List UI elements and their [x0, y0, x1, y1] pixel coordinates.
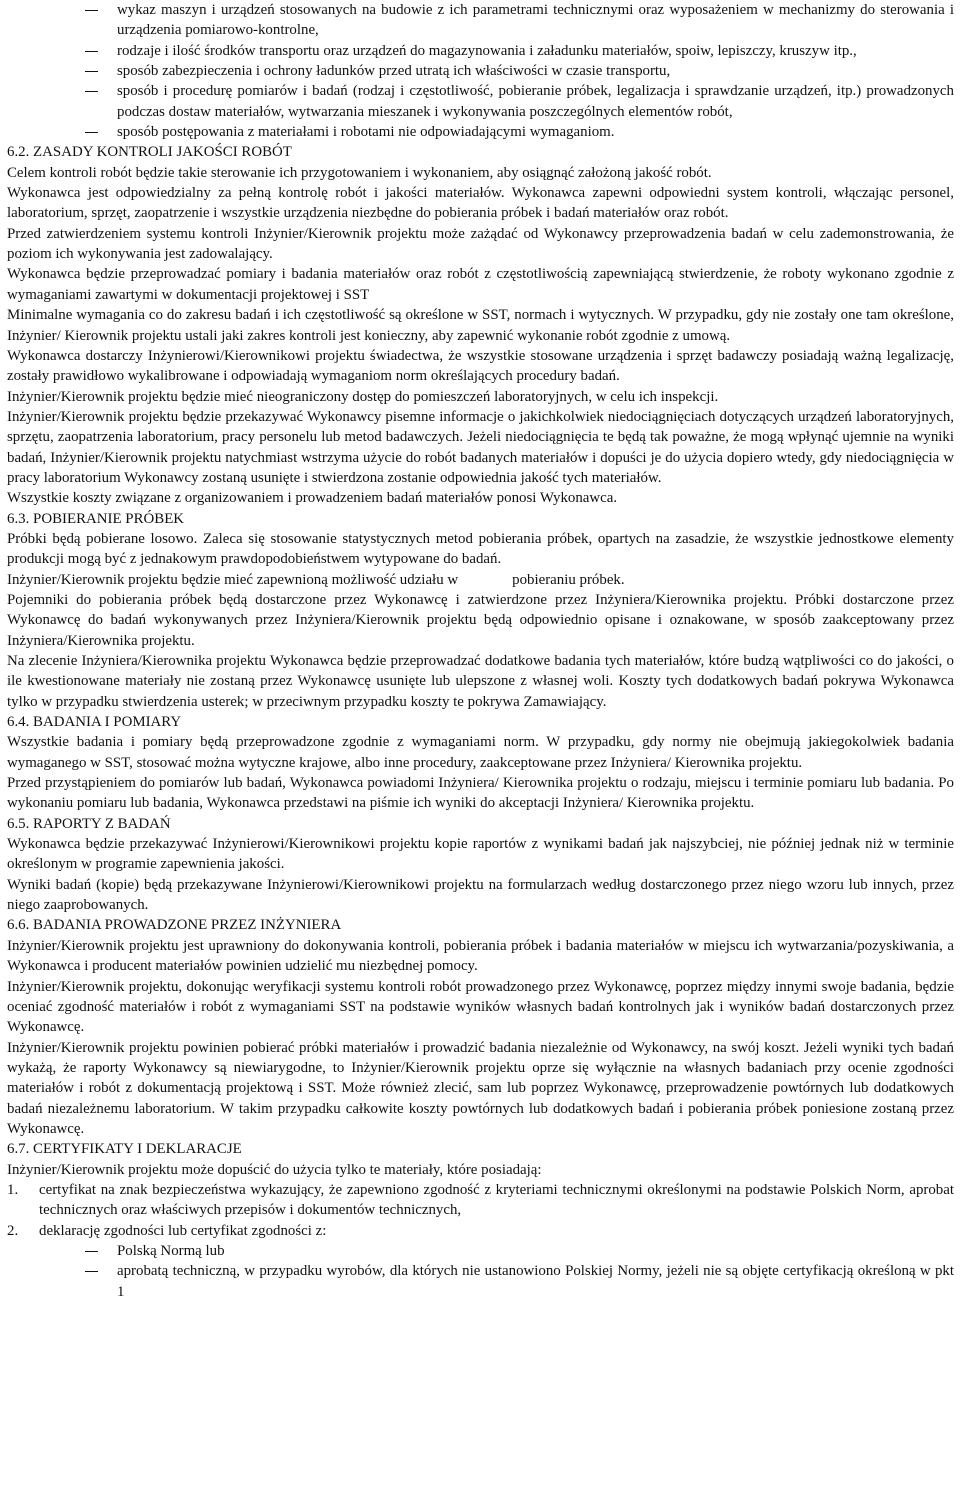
- item-number: 2.: [7, 1222, 19, 1239]
- section-heading-6-7: 6.7. CERTYFIKATY I DEKLARACJE: [7, 1141, 242, 1158]
- list-item: wykaz maszyn i urządzeń stosowanych na budowie z ich parametrami technicznymi oraz wyposażeniem w mechanizmy do sterowania i urządzenia pomiarowo-kontrolne,: [7, 0, 954, 41]
- paragraph: Wykonawca jest odpowiedzialny za pełną kontrolę robót i jakości materiałów. Wykonawca zapewni odpowiedni system kontroli, włączając personel, laboratorium, sprzęt, zaopatrzenie i wszystkie urządzenia niezbędne do pobierania próbek i badań materiałów oraz robót.: [7, 185, 954, 222]
- list-item: sposób postępowania z materiałami i robotami nie odpowiadającymi wymaganiom.: [7, 122, 954, 142]
- paragraph: Inżynier/Kierownik projektu może dopuścić do użycia tylko te materiały, które posiadają:: [7, 1161, 542, 1178]
- section-heading-6-3: 6.3. POBIERANIE PRÓBEK: [7, 510, 185, 527]
- list-item: sposób zabezpieczenia i ochrony ładunków przed utratą ich właściwości w czasie transportu,: [7, 61, 954, 81]
- list-item: Polską Normą lub: [7, 1241, 954, 1261]
- paragraph: [7, 570, 954, 590]
- paragraph: Przed przystąpieniem do pomiarów lub badań, Wykonawca powiadomi Inżyniera/ Kierownika projektu o rodzaju, miejscu i terminie pomiaru lub badania. Po wykonaniu pomiaru lub badania, Wykonawca przedstawi na piśmie ich wyniki do akceptacji Inżyniera/ Kierownika projektu.: [7, 775, 954, 812]
- paragraph: Wszystkie badania i pomiary będą przeprowadzone zgodnie z wymaganiami norm. W przypadku, gdy normy nie obejmują jakiegokolwiek badania wymaganego w SST, stosować można wytyczne krajowe, albo inne procedury, zaakceptowane przez Inżyniera/ Kierownika projektu.: [7, 734, 954, 771]
- paragraph: Inżynier/Kierownik projektu jest uprawniony do dokonywania kontroli, pobierania próbek i badania materiałów w miejscu ich wytwarzania/pozyskiwania, a Wykonawca i producent materiałów powinien udzielić mu niezbędnej pomocy.: [7, 937, 954, 975]
- paragraph-part: pobieraniu próbek.: [512, 571, 625, 588]
- item-number: 1.: [7, 1181, 19, 1198]
- numbered-item: [7, 1180, 954, 1221]
- paragraph: Wszystkie koszty związane z organizowaniem i prowadzeniem badań materiałów ponosi Wykonawca.: [7, 490, 618, 507]
- bullet-list-top: [7, 0, 954, 142]
- paragraph-part: Inżynier/Kierownik projektu będzie mieć zapewnioną możliwość udziału w: [7, 571, 459, 588]
- paragraph: Inżynier/Kierownik projektu, dokonując weryfikacji systemu kontroli robót prowadzonego przez Wykonawcę, poprzez między innymi swoje badania, będzie oceniać zgodność materiałów i robót z wymaganiami SST na podstawie wyników własnych badań kontrolnych jak i wyników badań dostarczonych przez Wykonawcę.: [7, 978, 954, 1036]
- paragraph: Wykonawca będzie przeprowadzać pomiary i badania materiałów oraz robót z częstotliwością zapewniającą stwierdzenie, że roboty wykonano zgodnie z wymaganiami zawartymi w dokumentacji projektowej i SST: [7, 266, 954, 303]
- item-text: certyfikat na znak bezpieczeństwa wykazujący, że zapewniono zgodność z kryteriami technicznymi określonymi na podstawie Polskich Norm, aprobat technicznych oraz właściwych przepisów i dokumentów technicznych,: [39, 1181, 954, 1219]
- paragraph: Inżynier/Kierownik projektu będzie przekazywać Wykonawcy pisemne informacje o jakichkolwiek niedociągnięciach dotyczących urządzeń laboratoryjnych, sprzętu, zaopatrzenia laboratorium, pracy personelu lub metod badawczych. Jeżeli niedociągnięcia te będą tak poważne, że mogą wpłynąć ujemnie na wyniki badań, Inżynier/Kierownik projektu natychmiast wstrzyma użycie do robót badanych materiałów i dopuści je do użycia dopiero wtedy, gdy niedociągnięcia w pracy laboratorium Wykonawcy zostaną usunięte i stwierdzona zostanie odpowiednia jakość tych materiałów.: [7, 408, 954, 486]
- section-heading-6-6: 6.6. BADANIA PROWADZONE PRZEZ INŻYNIERA: [7, 917, 342, 934]
- list-item: rodzaje i ilość środków transportu oraz urządzeń do magazynowania i załadunku materiałów, spoiw, lepiszczy, kruszyw itp.,: [7, 41, 954, 61]
- section-heading-6-5: 6.5. RAPORTY Z BADAŃ: [7, 815, 171, 832]
- paragraph: Pojemniki do pobierania próbek będą dostarczone przez Wykonawcę i zatwierdzone przez Inżyniera/Kierownika projektu. Próbki dostarczone przez Wykonawcę do badań wykonywanych przez Inżyniera/Kierownik projektu będą odpowiednio opisane i oznakowane, w sposób zaakceptowany przez Inżyniera/Kierownika projektu.: [7, 591, 954, 649]
- paragraph: Wyniki badań (kopie) będą przekazywane Inżynierowi/Kierownikowi projektu na formularzach według dostarczonego przez niego wzoru lub innych, przez niego zaaprobowanych.: [7, 876, 954, 914]
- section-heading-6-4: 6.4. BADANIA I POMIARY: [7, 714, 182, 731]
- paragraph: Inżynier/Kierownik projektu powinien pobierać próbki materiałów i prowadzić badania niezależnie od Wykonawcy, na swój koszt. Jeżeli wyniki tych badań wykażą, że raporty Wykonawcy są niewiarygodne, to Inżynier/Kierownik projektu oprze się wyłącznie na własnych badaniach przy ocenie zgodności materiałów i robót z dokumentacją projektową i SST. Może również zlecić, sam lub poprzez Wykonawcę, przeprowadzenie powtórnych lub dodatkowych badań niezależnemu laboratorium. W takim przypadku całkowite koszty powtórnych lub dodatkowych badań i pobierania próbek poniesione zostaną przez Wykonawcę.: [7, 1039, 954, 1137]
- bullet-list-sub: [7, 1241, 954, 1302]
- list-item: sposób i procedurę pomiarów i badań (rodzaj i częstotliwość, pobieranie próbek, legalizacja i sprawdzanie urządzeń, itp.) prowadzonych podczas dostaw materiałów, wytwarzania mieszanek i wykonywania poszczególnych elementów robót,: [7, 81, 954, 122]
- paragraph: Przed zatwierdzeniem systemu kontroli Inżynier/Kierownik projektu może zażądać od Wykonawcy przeprowadzenia badań w celu zademonstrowania, że poziom ich wykonywania jest zadowalający.: [7, 225, 954, 263]
- paragraph: Wykonawca dostarczy Inżynierowi/Kierownikowi projektu świadectwa, że wszystkie stosowane urządzenia i sprzęt badawczy posiadają ważną legalizację, zostały prawidłowo wykalibrowane i odpowiadają wymaganiom norm określających procedury badań.: [7, 347, 954, 385]
- numbered-item: [7, 1221, 954, 1241]
- paragraph: Minimalne wymagania co do zakresu badań i ich częstotliwość są określone w SST, normach i wytycznych. W przypadku, gdy nie zostały one tam określone, Inżynier/ Kierownik projektu ustali jaki zakres kontroli jest konieczny, aby zapewnić wykonanie robót zgodnie z umową.: [7, 307, 954, 344]
- paragraph: Próbki będą pobierane losowo. Zaleca się stosowanie statystycznych metod pobierania próbek, opartych na zasadzie, że wszystkie jednostkowe elementy produkcji mogą być z jednakowym prawdopodobieństwem wytypowane do badań.: [7, 530, 954, 568]
- section-heading-6-2: 6.2. ZASADY KONTROLI JAKOŚCI ROBÓT: [7, 144, 292, 161]
- paragraph: Celem kontroli robót będzie takie sterowanie ich przygotowaniem i wykonaniem, aby osiągnąć założoną jakość robót.: [7, 164, 712, 181]
- item-text: deklarację zgodności lub certyfikat zgodności z:: [39, 1222, 327, 1239]
- paragraph: Wykonawca będzie przekazywać Inżynierowi/Kierownikowi projektu kopie raportów z wynikami badań jak najszybciej, nie później jednak niż w terminie określonym w programie zapewnienia jakości.: [7, 836, 954, 873]
- paragraph: Inżynier/Kierownik projektu będzie mieć nieograniczony dostęp do pomieszczeń laboratoryjnych, w celu ich inspekcji.: [7, 388, 719, 405]
- list-item: aprobatą techniczną, w przypadku wyrobów, dla których nie ustanowiono Polskiej Normy, jeżeli nie są objęte certyfikacją określoną w pkt 1: [7, 1261, 954, 1302]
- paragraph: Na zlecenie Inżyniera/Kierownika projektu Wykonawca będzie przeprowadzać dodatkowe badania tych materiałów, które budzą wątpliwości co do jakości, o ile kwestionowane materiały nie zostaną przez Wykonawcę usunięte lub ulepszone z własnej woli. Koszty tych dodatkowych badań pokrywa Wykonawca tylko w przypadku stwierdzenia usterek; w przeciwnym przypadku koszty te pokrywa Zamawiający.: [7, 653, 954, 710]
